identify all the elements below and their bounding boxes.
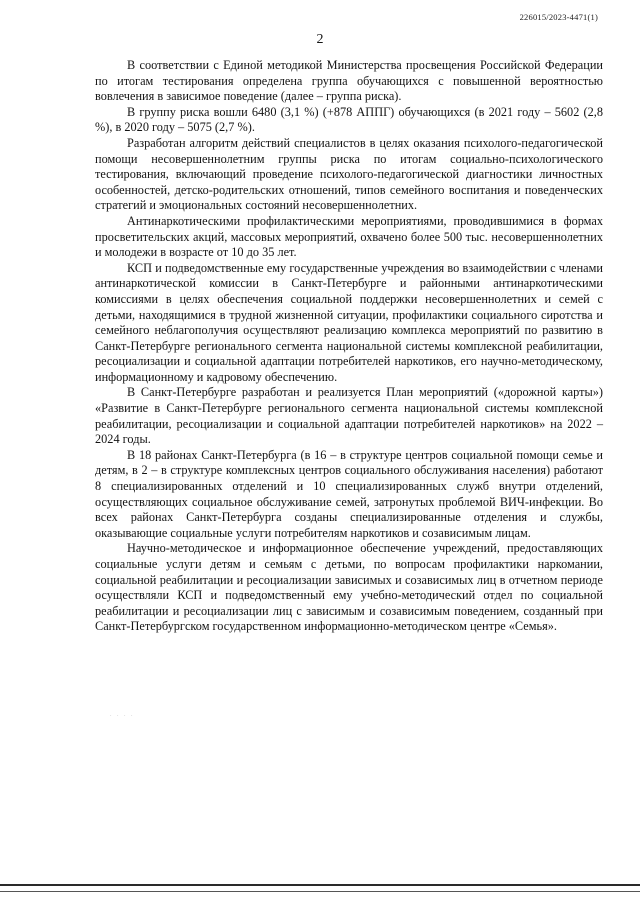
paragraph-risk-group-definition: В соответствии с Единой методикой Министерства просвещения Российской Федерации по итогам тестирования определена группа обучающихся с повышенной вероятностью вовлечения в зависимое поведение (далее – группа риска). xyxy=(95,58,603,104)
document-id: 226015/2023-4471(1) xyxy=(519,12,598,22)
page-number: 2 xyxy=(316,32,324,47)
paragraph-roadmap: В Санкт-Петербурге разработан и реализуется План мероприятий («дорожной карты») «Развитие в Санкт-Петербурге регионального сегмента национальной системы комплексной реабилитации, ресоциализации и социальной адаптации потребителей наркотиков» на 2022 – 2024 годы. xyxy=(95,385,603,447)
paragraph-risk-group-count: В группу риска вошли 6480 (3,1 %) (+878 АППГ) обучающихся (в 2021 году – 5602 (2,8 %), в 2020 году – 5075 (2,7 %). xyxy=(95,104,603,135)
paragraph-methodical-support: Научно-методическое и информационное обеспечение учреждений, предоставляющих социальные услуги детям и семьям с детьми, по вопросам профилактики наркомании, социальной реабилитации и ресоциализации зависимых и созависимых лиц в отчетном периоде осуществляли КСП и подведомственный ему учебно-методический отдел по социальной реабилитации и ресоциализации лиц с зависимым и созависимым поведением, созданный при Санкт-Петербургском государственном информационно-методическом центре «Семья». xyxy=(95,541,603,634)
paragraph-ksp-measures: КСП и подведомственные ему государственные учреждения во взаимодействии с членами антинаркотической комиссии в Санкт-Петербурге и районными антинаркотическими комиссиями в целях обеспечения социальной поддержки несовершеннолетних и семей с детьми, находящимися в трудной жизненной ситуации, профилактики социального сиротства и семейного неблагополучия осуществляют реализацию комплекса мероприятий по развитию в Санкт-Петербурге регионального сегмента национальной системы комплексной реабилитации, ресоциализации и социальной адаптации потребителей наркотиков, его научно-методическому, информационному и кадровому обеспечению. xyxy=(95,260,603,384)
paragraph-district-services: В 18 районах Санкт-Петербурга (в 16 – в структуре центров социальной помощи семье и детям, в 2 – в структуре комплексных центров социального обслуживания населения) работают 8 специализированных отделений и 10 специализированных служб внутри отделений, осуществляющих социальное обслуживание семей, затронутых проблемой ВИЧ-инфекции. Во всех районах Санкт-Петербурга созданы специализированные отделения и службы, оказывающие социальные услуги потребителям наркотиков и созависимым лицам. xyxy=(95,447,603,540)
scan-marks: . . . . xyxy=(110,712,135,718)
document-body xyxy=(95,58,603,635)
scan-edge-line-thin xyxy=(0,891,640,892)
scan-edge-line xyxy=(0,884,640,886)
paragraph-prevention-events: Антинаркотическими профилактическими мероприятиями, проводившимися в формах просветительских акций, массовых мероприятий, охвачено более 500 тыс. несовершеннолетних и молодежи в возрасте от 10 до 35 лет. xyxy=(95,213,603,260)
paragraph-algorithm: Разработан алгоритм действий специалистов в целях оказания психолого-педагогической помощи несовершеннолетним группы риска по итогам социально-психологического тестирования, включающий проведение психолого-педагогической диагностики личностных особенностей, детско-родительских отношений, типов семейного воспитания и поведенческих стратегий и эмоциональных состояний несовершеннолетних. xyxy=(95,135,603,213)
